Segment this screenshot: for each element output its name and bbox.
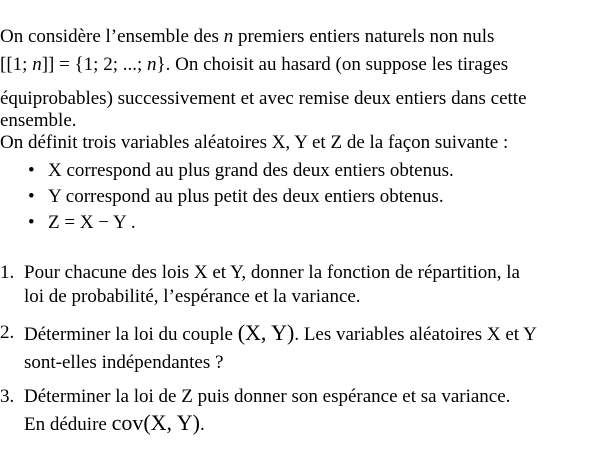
question-2-line-1: Déterminer la loi du couple (X, Y). Les variables aléatoires X et Y: [24, 320, 537, 345]
intro-line-2: [[1; n]] = {1; 2; ...; n}. On choisit au hasard (on suppose les tirages: [0, 54, 509, 75]
question-1-line-2: loi de probabilité, l’espérance et la variance.: [24, 286, 361, 307]
set-notation: [[1; n]] = {1; 2; ...; n}: [0, 54, 166, 75]
question-3-line-2: En déduire cov(X, Y).: [24, 410, 205, 435]
question-1-line-1: Pour chacune des lois X et Y, donner la fonction de répartition, la: [24, 262, 520, 283]
bullet-item: Y correspond au plus petit des deux entiers obtenus.: [48, 186, 444, 207]
question-3-line-1: Déterminer la loi de Z puis donner son espérance et sa variance.: [24, 386, 511, 407]
question-number: 2.: [0, 322, 15, 343]
bullet-dot-icon: •: [28, 160, 35, 181]
bullet-dot-icon: •: [28, 186, 35, 207]
cov-notation: cov(X, Y): [111, 410, 200, 435]
intro-line-4: ensemble.: [0, 110, 77, 131]
question-number: 3.: [0, 386, 15, 407]
bullet-item: X correspond au plus grand des deux entiers obtenus.: [48, 160, 454, 181]
bullet-item: Z = X − Y .: [48, 212, 136, 233]
question-2-line-2: sont-elles indépendantes ?: [24, 352, 224, 373]
couple-notation: (X, Y): [237, 320, 295, 345]
intro-line-3: équiprobables) successivement et avec remise deux entiers dans cette: [0, 88, 527, 109]
intro-line-1: On considère l’ensemble des n premiers entiers naturels non nuls: [0, 26, 495, 47]
intro-line-5: On définit trois variables aléatoires X, Y et Z de la façon suivante :: [0, 132, 509, 153]
bullet-dot-icon: •: [28, 212, 35, 233]
question-number: 1.: [0, 262, 15, 283]
